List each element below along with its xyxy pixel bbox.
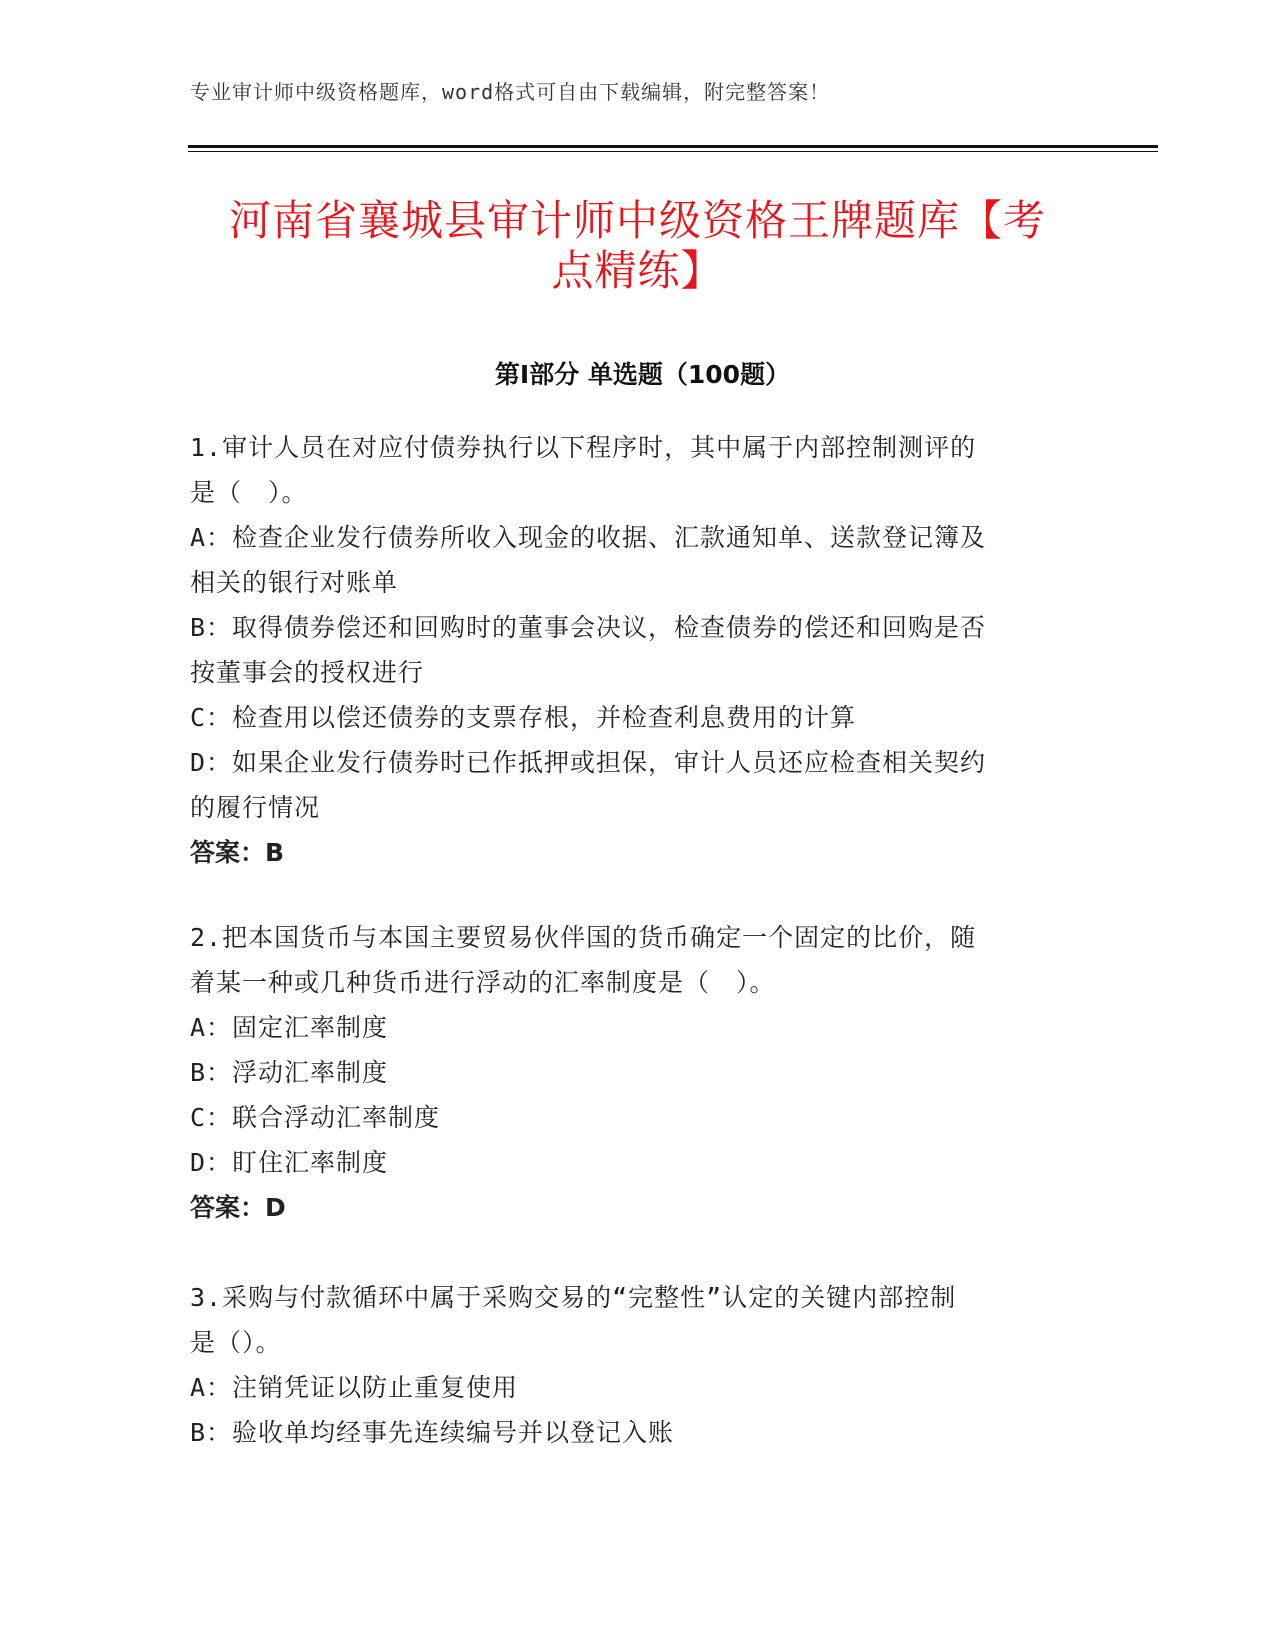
title-line-2: 点精练】	[551, 246, 724, 295]
header-note: 专业审计师中级资格题库，word格式可自由下载编辑，附完整答案！	[190, 80, 831, 104]
header-rule-thick	[188, 145, 1158, 148]
option-a: A：检查企业发行债券所收入现金的收据、汇款通知单、送款登记簿及	[190, 523, 987, 552]
option-b: B：取得债券偿还和回购时的董事会决议，检查债券的偿还和回购是否	[190, 613, 987, 642]
question-stem-line: 2.把本国货币与本国主要贸易伙伴国的货币确定一个固定的比价，随	[190, 923, 977, 952]
answer: 答案：B	[190, 838, 285, 867]
option-b: B：验收单均经事先连续编号并以登记入账	[190, 1418, 675, 1447]
option-d-continuation: 的履行情况	[190, 793, 321, 822]
question-2	[190, 915, 1070, 1230]
question-stem-line: 着某一种或几种货币进行浮动的汇率制度是（ ）。	[190, 968, 776, 997]
question-3	[190, 1275, 1070, 1455]
title-line-1: 河南省襄城县审计师中级资格王牌题库【考	[228, 196, 1046, 245]
option-d: D：如果企业发行债券时已作抵押或担保，审计人员还应检查相关契约	[190, 748, 987, 777]
option-a: A：注销凭证以防止重复使用	[190, 1373, 519, 1402]
option-b: B：浮动汇率制度	[190, 1058, 389, 1087]
option-d: D：盯住汇率制度	[190, 1148, 389, 1177]
option-a: A：固定汇率制度	[190, 1013, 389, 1042]
document-title	[180, 196, 1095, 296]
question-stem-line: 是（ ）。	[190, 478, 308, 507]
option-a-continuation: 相关的银行对账单	[190, 568, 399, 597]
option-c: C：检查用以偿还债券的支票存根，并检查利息费用的计算	[190, 703, 857, 732]
question-stem-line: 1.审计人员在对应付债券执行以下程序时，其中属于内部控制测评的	[190, 433, 977, 462]
section-heading: 第Ⅰ部分 单选题（100题）	[494, 360, 791, 389]
answer: 答案：D	[190, 1193, 286, 1222]
option-c: C：联合浮动汇率制度	[190, 1103, 441, 1132]
option-b-continuation: 按董事会的授权进行	[190, 658, 425, 687]
question-stem-line: 是（）。	[190, 1328, 282, 1357]
question-1	[190, 425, 1070, 875]
header-rule-thin	[188, 151, 1158, 152]
question-stem-line: 3.采购与付款循环中属于采购交易的“完整性”认定的关键内部控制	[190, 1283, 957, 1312]
